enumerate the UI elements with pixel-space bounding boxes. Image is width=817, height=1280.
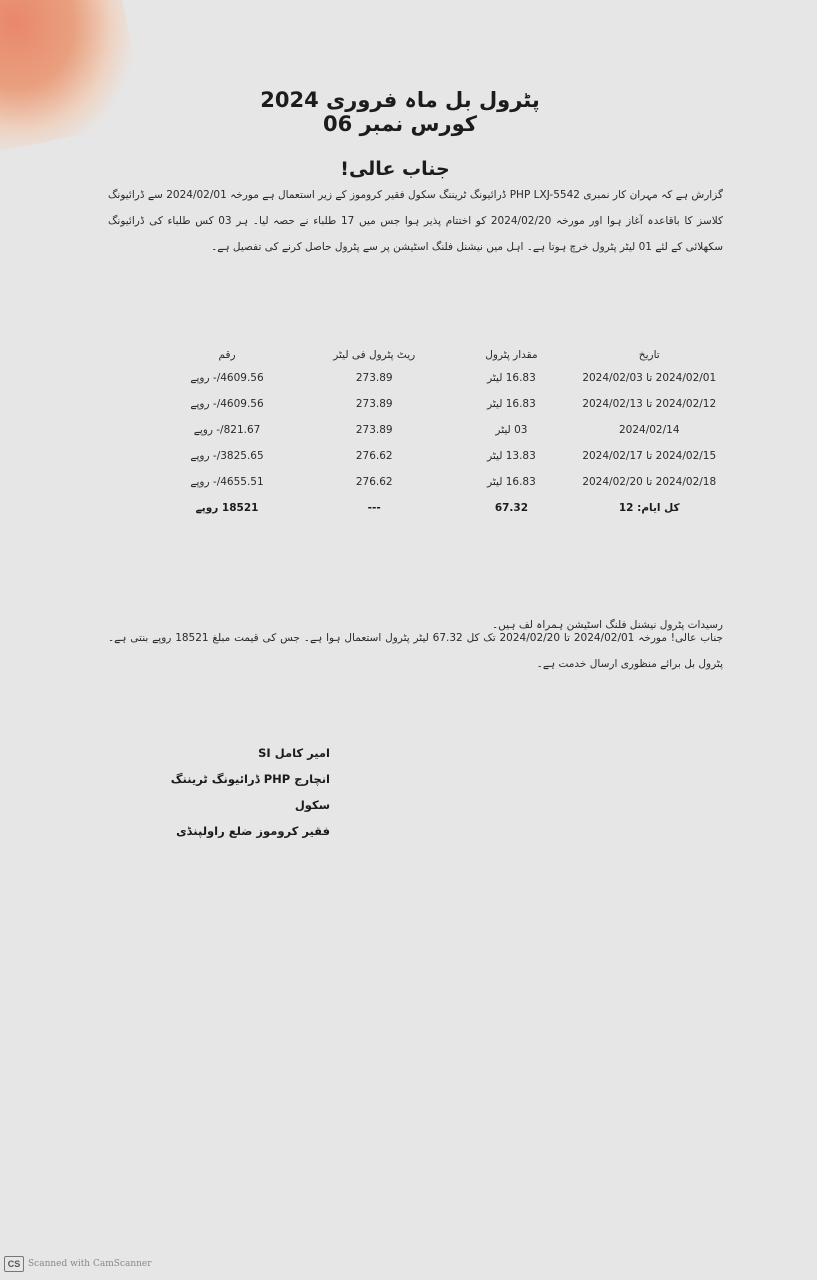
cell-rate: 273.89 [355,372,393,384]
cell-amount: 4655.51/- روپے [190,476,264,488]
table-row [158,443,728,469]
cell-rate: 276.62 [355,476,393,488]
header-amount: رقم [218,349,236,361]
header-rate: ریٹ پٹرول فی لیٹر [333,349,416,361]
signatory-name: امیر کامل SI [258,746,330,760]
request-paragraph: جناب عالی! مورخہ 2024/02/01 تا 2024/02/20 تک کل 67.32 لیٹر پٹرول استعمال ہوا ہے۔ جس کی قیمت مبلغ 18521 روپے بنتی ہے۔ پٹرول بل برائے منظوری ارسال خدمت ہے۔ [108,632,723,670]
table-header-row [158,325,728,365]
petrol-table [158,325,728,521]
receipts-note: رسیدات پٹرول نیشنل فلنگ اسٹیشن ہمراہ لف ہیں۔ [492,619,723,631]
total-quantity: 67.32 [494,502,529,514]
cell-rate: 273.89 [355,424,393,436]
intro-paragraph: گزارش ہے کہ مہران کار نمبری PHP LXJ-5542 ڈرائیونگ ٹریننگ سکول فقیر کروموز کے زیر استعمال ہے مورخہ 2024/02/01 سے ڈرائیونگ کلاسز کا باقاعدہ آغاز ہوا اور مورخہ 2024/02/20 کو اختتام پذیر ہوا جس میں 17 طلباء نے حصہ لیا۔ ہر 03 کس طلباء کی ڈرائیونگ سکھلائی کے لئے 01 لیٹر پٹرول خرچ ہوتا ہے۔ اہل میں نیشنل فلنگ اسٹیشن پر سے پٹرول حاصل کرنے کی تفصیل ہے۔ [108,189,723,253]
camscanner-logo-icon: CS [4,1256,24,1272]
cell-rate: 276.62 [355,450,393,462]
cell-rate: 273.89 [355,398,393,410]
corner-stain [0,0,148,156]
cell-quantity: 13.83 لیٹر [487,450,536,462]
table-total-row [158,495,728,521]
header-date: تاریخ [638,349,660,361]
table-row [158,391,728,417]
signatory-location: فقیر کروموز ضلع راولپنڈی [176,824,330,838]
signatory-designation: انچارج PHP ڈرائیونگ ٹریننگ سکول [170,772,330,812]
table-row [158,417,728,443]
signature-block [150,740,330,844]
cell-quantity: 03 لیٹر [495,424,528,436]
cell-date: 2024/02/14 [618,424,680,436]
cell-date: 2024/02/18 تا 2024/02/20 [582,476,717,488]
cell-amount: 3825.65/- روپے [190,450,264,462]
cell-amount: 4609.56/- روپے [190,398,264,410]
cell-date: 2024/02/01 تا 2024/02/03 [582,372,717,384]
header-quantity: مقدار پٹرول [485,349,538,361]
cell-date: 2024/02/12 تا 2024/02/13 [582,398,717,410]
scanner-stamp-text: Scanned with CamScanner [28,1259,152,1269]
cell-quantity: 16.83 لیٹر [487,398,536,410]
cell-quantity: 16.83 لیٹر [487,476,536,488]
letter-title: پٹرول بل ماہ فروری 2024 کورس نمبر 06 [260,88,540,136]
salutation: جناب عالی! [340,158,450,180]
total-days: کل ایام: 12 [618,502,680,514]
total-amount: 18521 روپے [195,502,259,514]
cell-amount: 821.67/- روپے [193,424,261,436]
cell-amount: 4609.56/- روپے [190,372,264,384]
cell-date: 2024/02/15 تا 2024/02/17 [582,450,717,462]
table-row [158,469,728,495]
total-rate: --- [367,502,381,514]
table-row [158,365,728,391]
scanner-watermark [4,1256,152,1272]
cell-quantity: 16.83 لیٹر [487,372,536,384]
